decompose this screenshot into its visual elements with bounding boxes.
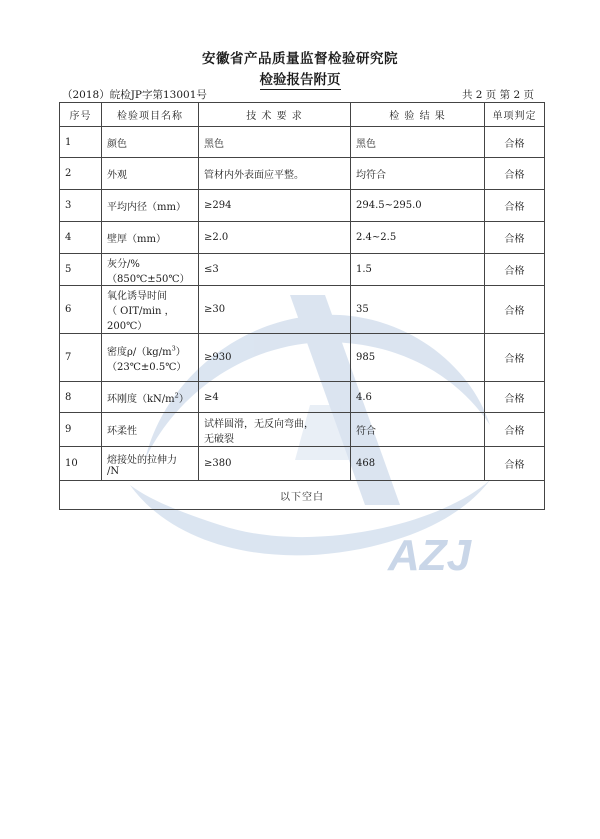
table-header-row (60, 103, 545, 127)
row-result: 468 (351, 447, 485, 481)
row-result: 4.6 (351, 382, 485, 413)
row-result: 符合 (351, 413, 485, 447)
row-result: 35 (351, 286, 485, 334)
row-item: 密度$\rho/(kg/m^3)$ （23℃±0.5℃） (102, 334, 199, 382)
table-row (60, 127, 545, 158)
row-requirement: ≤3 (199, 254, 351, 286)
row-verdict: 合格 (485, 447, 545, 481)
row-requirement: ≥30 (199, 286, 351, 334)
report-subtitle: 检验报告附页 (259, 72, 341, 88)
row-requirement: ≥294 (199, 190, 351, 222)
row-item: 壁厚（mm） (102, 222, 199, 254)
row-requirement: 黑色 (199, 127, 351, 158)
row-verdict: 合格 (485, 382, 545, 413)
row-no: 5 (60, 254, 102, 286)
row-requirement: ≥4 (199, 382, 351, 413)
table-row (60, 447, 545, 481)
row-requirement: 试样圆滑，无反向弯曲， 无破裂 (199, 413, 351, 447)
col-header-item: 检验项目名称 (102, 103, 199, 127)
row-no: 6 (60, 286, 102, 334)
row-verdict: 合格 (485, 254, 545, 286)
row-item: 熔接处的拉伸力 /N (102, 447, 199, 481)
col-header-no: 序号 (60, 103, 102, 127)
table-row (60, 254, 545, 286)
row-verdict: 合格 (485, 334, 545, 382)
table-row (60, 158, 545, 190)
row-item: 灰分/% （850℃±50℃） (102, 254, 199, 286)
table-footer-row (60, 481, 545, 510)
table-row (60, 382, 545, 413)
row-result: 黑色 (351, 127, 485, 158)
row-item: 环刚度$(kN/m^2)$ (102, 382, 199, 413)
row-item: 外观 (102, 158, 199, 190)
row-result: 985 (351, 334, 485, 382)
page-info: 共 2 页 第 2 页 (461, 89, 534, 101)
col-header-requirement: 技 术 要 求 (199, 103, 351, 127)
table-row (60, 286, 545, 334)
watermark-text: AZJ (388, 531, 472, 580)
row-result: 均符合 (351, 158, 485, 190)
table-row (60, 222, 545, 254)
row-no: 1 (60, 127, 102, 158)
table-row (60, 190, 545, 222)
row-result: 294.5~295.0 (351, 190, 485, 222)
row-requirement: ≥2.0 (199, 222, 351, 254)
blank-below-note: 以下空白 (60, 481, 545, 510)
report-number: （2018）皖检JP字第13001号 (62, 89, 207, 101)
row-no: 2 (60, 158, 102, 190)
row-no: 4 (60, 222, 102, 254)
row-requirement: ≥930 (199, 334, 351, 382)
row-item: 颜色 (102, 127, 199, 158)
row-verdict: 合格 (485, 222, 545, 254)
inspection-table (59, 102, 545, 510)
row-item: 环柔性 (102, 413, 199, 447)
row-item: 平均内径（mm） (102, 190, 199, 222)
table-row (60, 334, 545, 382)
table-row (60, 413, 545, 447)
row-verdict: 合格 (485, 286, 545, 334)
row-verdict: 合格 (485, 158, 545, 190)
institute-title: 安徽省产品质量监督检验研究院 (202, 51, 398, 67)
row-item: 氧化诱导时间 （ OIT/min ， 200℃） (102, 286, 199, 334)
row-verdict: 合格 (485, 190, 545, 222)
row-no: 3 (60, 190, 102, 222)
row-no: 10 (60, 447, 102, 481)
row-requirement: ≥380 (199, 447, 351, 481)
col-header-verdict: 单项判定 (485, 103, 545, 127)
row-requirement: 管材内外表面应平整。 (199, 158, 351, 190)
col-header-result: 检 验 结 果 (351, 103, 485, 127)
row-no: 8 (60, 382, 102, 413)
row-no: 7 (60, 334, 102, 382)
row-no: 9 (60, 413, 102, 447)
row-verdict: 合格 (485, 413, 545, 447)
row-verdict: 合格 (485, 127, 545, 158)
row-result: 1.5 (351, 254, 485, 286)
row-result: 2.4~2.5 (351, 222, 485, 254)
